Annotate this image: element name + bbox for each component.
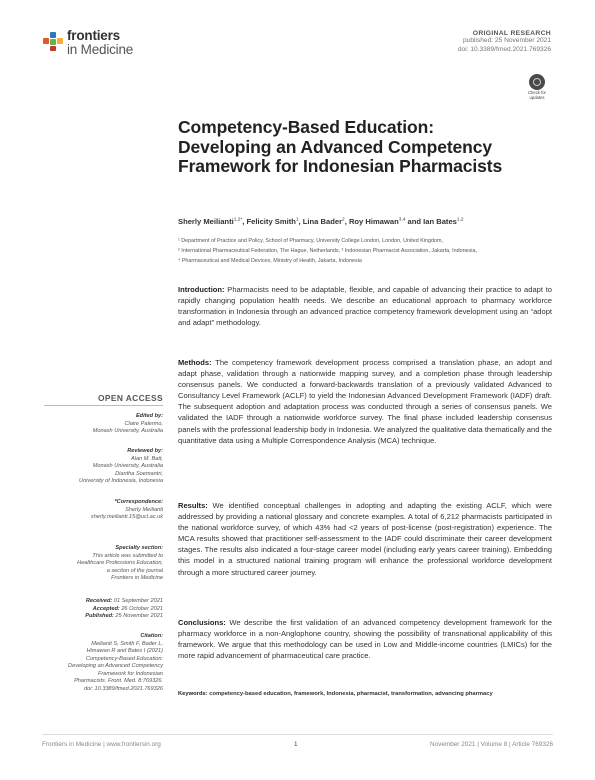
author-separator: , — [298, 217, 303, 226]
specialty-section-block — [13, 545, 163, 583]
frontiers-logo-icon — [42, 30, 64, 52]
published-label: Published: — [85, 613, 114, 619]
author-name[interactable]: Roy Himawan — [348, 217, 399, 226]
keywords — [178, 690, 552, 699]
logo-text-frontiers: frontiers — [67, 28, 120, 43]
specialty-label: Specialty section: — [115, 545, 163, 551]
author-affil-sup: 3,4 — [398, 217, 406, 223]
author-affil-sup: 1 — [295, 217, 299, 223]
author-name[interactable]: Felicity Smith — [246, 217, 296, 226]
specialty-line: Healthcare Professions Education, — [77, 560, 163, 566]
citation-label: Citation: — [140, 633, 163, 639]
accepted-label: Accepted: — [92, 605, 120, 612]
correspondence-block — [13, 499, 163, 522]
dates-block — [13, 598, 163, 621]
footer-journal-link[interactable]: Frontiers in Medicine | www.frontiersin.org — [42, 741, 161, 748]
keywords-text: competency-based education, framework, Indonesia, pharmacist, transformation, advancing pharmacy — [207, 691, 493, 697]
specialty-line: Frontiers in Medicine — [111, 575, 163, 581]
logo-text-journal: in Medicine — [67, 42, 134, 57]
section-text: The competency framework development process comprised a translation phase, an adopt and adapt phase, validation through a nationwide mapping survey, and a completion phase through leadership consensus panels. We conducted a forward-backwards translation of a previously validated Advanced to Consultancy Level Framework (ACLF) to yield the Indonesian Advanced Development Framework (IADF) draft. The subsequent adoption and adaptation process was conducted through a series of consensus panels. We validated the IADF through a nationwide workforce survey. The final phase included leadership consensus panels with the professional leadership body in Indonesia. We analyzed the qualitative data thematically and the quantitative data using a Multiple Correspondence Analysis (MCA) technique. — [178, 358, 552, 445]
reviewer-line: University of Indonesia, Indonesia — [79, 478, 163, 484]
reviewer-line: Diantha Soemantri, — [115, 470, 163, 477]
reviewed-by-block — [13, 448, 163, 486]
abstract-conclusions — [178, 617, 552, 661]
author-separator: , — [344, 217, 349, 226]
abstract-results — [178, 500, 552, 578]
published-date: published: 25 November 2021 — [463, 37, 551, 44]
author-affil-sup: 1,2 — [456, 217, 464, 223]
correspondence-line: Sherly Meilianti — [125, 506, 163, 513]
updates-icon — [529, 74, 545, 90]
reviewed-by-label: Reviewed by: — [127, 448, 163, 454]
abstract-introduction — [178, 284, 552, 328]
open-access-label: OPEN ACCESS — [97, 393, 163, 403]
correspondence-email[interactable]: sherly.meilianti.15@ucl.ac.uk — [90, 514, 163, 520]
received-label: Received: — [85, 598, 113, 604]
published-date-side: 25 November 2021 — [113, 613, 163, 619]
author-list — [178, 217, 558, 226]
abstract-methods — [178, 357, 552, 446]
specialty-line: a section of the journal — [106, 567, 163, 574]
reviewer-line: Monash University, Australia — [92, 463, 163, 469]
article-meta-header — [331, 30, 551, 54]
reviewer-line: Alan M. Batt, — [130, 455, 163, 462]
specialty-line: This article was submitted to — [92, 552, 163, 559]
page-number: 1 — [294, 741, 298, 748]
citation-line: Competency-Based Education: — [85, 655, 163, 662]
author-name[interactable]: Ian Bates — [423, 217, 457, 226]
author-separator: , — [242, 217, 247, 226]
check-for-updates-badge[interactable] — [523, 74, 551, 104]
affiliation-line: ² International Pharmaceutical Federation, The Hague, Netherlands, ³ Indonesian Pharmacist Association, Jakarta, Indonesia, — [178, 248, 477, 254]
journal-logo[interactable] — [42, 28, 182, 58]
citation-line: Developing an Advanced Competency — [68, 663, 163, 669]
footer-divider — [42, 734, 553, 735]
affiliation-line: ¹ Department of Practice and Policy, School of Pharmacy, University College London, London, United Kingdom, — [178, 238, 443, 244]
accepted-date: 26 October 2021 — [119, 605, 163, 612]
footer-article-info: November 2021 | Volume 8 | Article 769326 — [429, 741, 553, 748]
edited-by-label: Edited by: — [135, 413, 163, 419]
citation-block — [13, 633, 163, 693]
article-type: ORIGINAL RESEARCH — [472, 30, 551, 37]
article-title: Competency-Based Education: Developing an Advanced Competency Framework for Indonesian Pharmacists — [178, 117, 503, 177]
citation-line: Pharmacists. Front. Med. 8:769326. — [74, 678, 163, 684]
citation-line: Himawan R and Bates I (2021) — [86, 648, 163, 654]
divider — [44, 405, 163, 406]
edited-by-block — [13, 413, 163, 436]
correspondence-label: *Correspondence: — [114, 499, 163, 505]
editor-line: Claire Palermo, — [124, 420, 163, 427]
updates-label: Check for updates — [528, 90, 546, 100]
section-label: Conclusions: — [178, 618, 226, 627]
citation-line: Meilianti S, Smith F, Bader L, — [91, 640, 163, 647]
author-affil-sup: 2 — [342, 217, 345, 223]
author-name[interactable]: Lina Bader — [302, 217, 343, 226]
author-separator: and — [405, 217, 424, 226]
citation-line: Framework for Indonesian — [98, 670, 163, 677]
citation-doi[interactable]: doi: 10.3389/fmed.2021.769326 — [83, 685, 163, 692]
section-label: Results: — [178, 501, 208, 510]
author-affil-sup: 1,2* — [233, 217, 243, 223]
keywords-label: Keywords: — [178, 691, 208, 697]
affiliation-line: ⁴ Pharmaceutical and Medical Devices, Ministry of Health, Jakarta, Indonesia — [178, 258, 362, 264]
editor-line: Monash University, Australia — [92, 428, 163, 434]
article-doi[interactable]: doi: 10.3389/fmed.2021.769326 — [457, 45, 551, 53]
section-text: We describe the first validation of an advanced competency development framework for the pharmacy workforce in a non-Anglophone country, showing the possibility of transnational applicability of this framework. We argue that this methodology can be used in Low and Middle-income countries (LMICs) for the more rapid advancement of pharmaceutical care practice. — [178, 618, 552, 661]
section-text: Pharmacists need to be adaptable, flexible, and capable of advancing their practice to adapt to rapidly changing population health needs. We describe an educational approach to pharmacy workforce transformation in Indonesia through an advanced practice competency framework development using an “adopt and adapt” methodology. — [178, 285, 552, 328]
author-name[interactable]: Sherly Meilianti — [178, 217, 234, 226]
section-text: We identified conceptual challenges in adopting and adapting the existing ACLF, which were addressed by providing a national glossary and concrete examples. A total of 6,212 pharmacists participated in the national workforce survey, of which 43% had <2 years of post-license (post-registration) experience. The MCA results showed that practitioner self-assessment to the IADF could discriminate their career development stages. The results also indicated a four-stage career model (including early years career training). Embedding this model in a structured national training program will enhance the professional workforce development through a more structured career journey. — [178, 501, 552, 577]
section-label: Introduction: — [178, 285, 225, 294]
section-label: Methods: — [178, 358, 212, 367]
received-date: 01 September 2021 — [112, 598, 163, 604]
